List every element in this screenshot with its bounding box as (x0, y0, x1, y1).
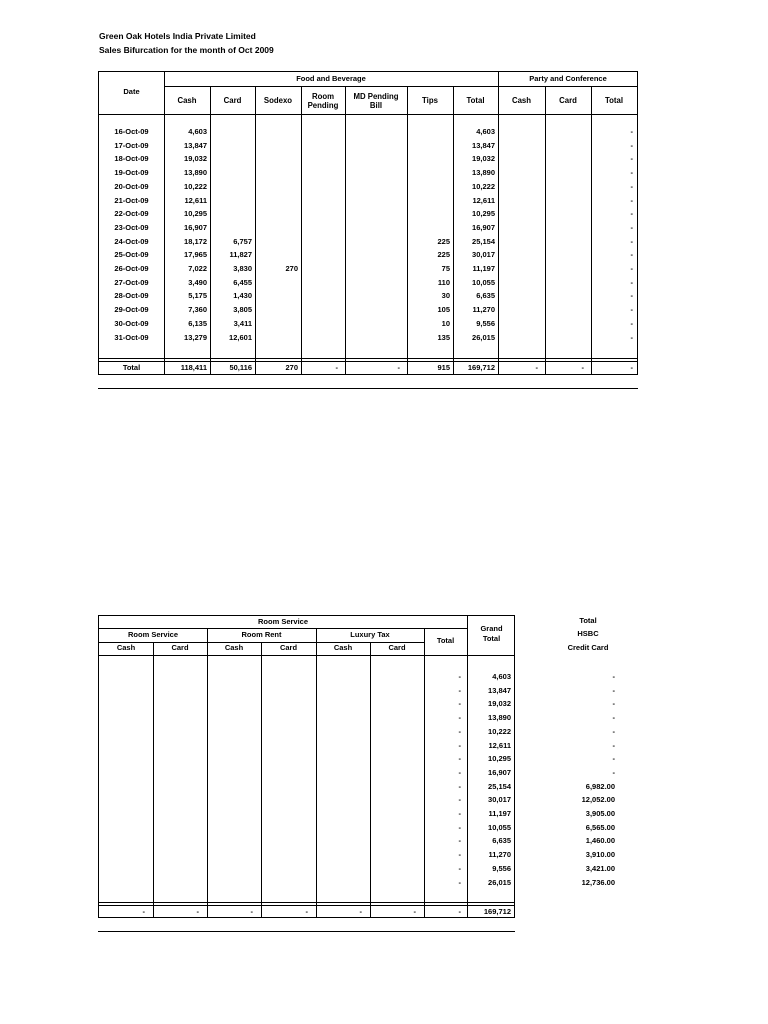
row-p-total: - (630, 332, 633, 342)
row-total: 4,603 (476, 127, 495, 136)
total-fb-card: 50,116 (229, 363, 252, 372)
row-cash: 10,222 (184, 181, 207, 191)
row-rs-total: - (458, 672, 461, 681)
row-date: 22-Oct-09 (114, 209, 149, 219)
row-date: 20-Oct-09 (114, 181, 149, 191)
row-card: 11,827 (229, 250, 252, 260)
party-conference-group-header: Party and Conference (529, 74, 607, 83)
total-fb-room-pending: - (335, 363, 338, 372)
row-rs-total: - (458, 754, 461, 764)
row-p-total: - (630, 236, 633, 246)
lt-card-header: Card (388, 643, 406, 652)
t2-total-lt-card: - (413, 907, 416, 916)
hsbc-header-credit-card: Credit Card (567, 643, 609, 652)
row-total: 6,635 (476, 291, 495, 301)
row-tips: 10 (441, 318, 450, 328)
row-rs-total: - (458, 822, 461, 832)
t2-total-total: - (458, 907, 461, 916)
row-rs-total: - (458, 781, 461, 791)
row-tips: 225 (437, 236, 450, 246)
fb-cash-header: Cash (177, 96, 197, 105)
row-total: 9,556 (476, 318, 495, 328)
row-sodexo: 270 (285, 264, 298, 273)
total-fb-md-pending: - (397, 363, 400, 372)
hsbc-value: 1,460.00 (585, 836, 615, 846)
room-rent-group-header: Room Rent (241, 630, 282, 639)
hsbc-value: - (612, 713, 615, 723)
row-grand-total: 11,270 (488, 850, 511, 860)
row-cash: 13,847 (184, 140, 207, 150)
row-p-total: - (630, 140, 633, 150)
row-p-total: - (630, 305, 633, 315)
row-grand-total: 13,890 (488, 713, 511, 723)
row-cash: 3,490 (188, 277, 207, 287)
row-total: 11,197 (472, 264, 495, 273)
hsbc-value: 3,421.00 (585, 863, 615, 873)
hsbc-value: - (612, 672, 615, 681)
row-grand-total: 26,015 (488, 877, 511, 887)
row-total: 12,611 (472, 195, 495, 205)
total-fb-cash: 118,411 (180, 363, 207, 372)
pc-cash-header: Cash (511, 96, 532, 105)
row-p-total: - (630, 127, 633, 136)
row-grand-total: 16,907 (488, 767, 511, 777)
hsbc-value: - (612, 740, 615, 750)
fb-total-header: Total (466, 96, 485, 105)
row-tips: 30 (441, 291, 450, 301)
row-rs-total: - (458, 713, 461, 723)
row-date: 18-Oct-09 (114, 154, 149, 164)
row-card: 12,601 (229, 332, 252, 342)
hsbc-value: - (612, 754, 615, 764)
row-cash: 4,603 (188, 127, 207, 136)
hsbc-header-hsbc: HSBC (577, 629, 599, 638)
report-subtitle: Sales Bifurcation for the month of Oct 2009 (99, 45, 274, 55)
fb-tips-header: Tips (422, 96, 438, 105)
row-p-total: - (630, 195, 633, 205)
rs-total-header: Total (436, 636, 455, 645)
row-cash: 10,295 (184, 209, 207, 219)
fb-sodexo-header: Sodexo (263, 96, 293, 105)
row-p-total: - (630, 291, 633, 301)
pc-total-header: Total (604, 96, 624, 105)
row-total: 19,032 (472, 154, 495, 164)
room-service-top-header: Room Service (257, 617, 309, 626)
row-grand-total: 4,603 (492, 672, 511, 681)
row-total: 26,015 (472, 332, 495, 342)
row-date: 30-Oct-09 (114, 318, 149, 328)
row-total: 13,890 (472, 168, 495, 178)
row-tips: 75 (441, 264, 450, 273)
table1-bottom-rule (98, 388, 638, 389)
row-cash: 7,022 (188, 264, 207, 273)
row-rs-total: - (458, 699, 461, 709)
row-p-total: - (630, 250, 633, 260)
row-card: 3,830 (233, 264, 252, 273)
total-fb-total: 169,712 (467, 363, 495, 372)
row-date: 17-Oct-09 (114, 140, 149, 150)
row-date: 24-Oct-09 (114, 236, 149, 246)
row-rs-total: - (458, 740, 461, 750)
row-grand-total: 11,197 (488, 809, 511, 818)
row-date: 31-Oct-09 (114, 332, 149, 342)
row-p-total: - (630, 209, 633, 219)
row-total: 11,270 (472, 305, 495, 315)
t2-total-rr-cash: - (250, 907, 253, 916)
t2-total-lt-cash: - (359, 907, 362, 916)
hsbc-value: 6,982.00 (585, 781, 615, 791)
row-total: 16,907 (472, 222, 495, 232)
t2-total-rs-cash: - (142, 907, 145, 916)
row-tips: 105 (437, 305, 450, 315)
row-p-total: - (630, 222, 633, 232)
row-rs-total: - (458, 863, 461, 873)
row-date: 23-Oct-09 (114, 222, 149, 232)
row-date: 29-Oct-09 (114, 305, 149, 315)
row-grand-total: 25,154 (488, 781, 511, 791)
total-fb-sodexo: 270 (285, 363, 298, 372)
row-p-total: - (630, 277, 633, 287)
hsbc-value: 12,736.00 (581, 877, 615, 887)
rr-card-header: Card (279, 643, 298, 652)
row-card: 1,430 (233, 291, 252, 301)
row-card: 6,455 (233, 277, 252, 287)
row-date: 25-Oct-09 (114, 250, 149, 260)
hsbc-value: - (612, 699, 615, 709)
food-beverage-table (98, 71, 638, 375)
pc-card-header: Card (559, 96, 577, 105)
row-grand-total: 30,017 (488, 795, 511, 805)
row-grand-total: 10,055 (488, 822, 511, 832)
row-card: 6,757 (233, 236, 252, 246)
hsbc-value: 3,905.00 (585, 809, 615, 818)
company-name: Green Oak Hotels India Private Limited (99, 31, 256, 41)
t2-total-rs-card: - (196, 907, 199, 916)
row-total: 10,295 (472, 209, 495, 219)
fb-card-header: Card (223, 96, 242, 105)
room-service-group-header: Room Service (127, 630, 179, 639)
row-tips: 135 (437, 332, 450, 342)
rr-cash-header: Cash (224, 643, 244, 652)
total-pc-cash: - (535, 363, 538, 372)
row-cash: 19,032 (184, 154, 207, 164)
row-date: 19-Oct-09 (114, 168, 149, 178)
row-rs-total: - (458, 836, 461, 846)
row-grand-total: 9,556 (492, 863, 511, 873)
total-pc-total: - (630, 363, 633, 372)
row-date: 26-Oct-09 (114, 264, 149, 273)
row-rs-total: - (458, 795, 461, 805)
row-grand-total: 19,032 (488, 699, 511, 709)
row-rs-total: - (458, 809, 461, 818)
row-cash: 17,965 (184, 250, 207, 260)
row-cash: 18,172 (184, 236, 207, 246)
lt-cash-header: Cash (333, 643, 353, 652)
row-grand-total: 13,847 (488, 685, 511, 695)
totals-label: Total (122, 363, 141, 372)
row-grand-total: 10,295 (488, 754, 511, 764)
total-fb-tips: 915 (437, 363, 450, 372)
hsbc-value: - (612, 767, 615, 777)
table2-bottom-rule (98, 931, 515, 932)
row-date: 16-Oct-09 (114, 127, 149, 136)
row-total: 10,055 (472, 277, 495, 287)
fb-room-pending-header: Room Pending (307, 91, 339, 110)
row-p-total: - (630, 181, 633, 191)
row-rs-total: - (458, 726, 461, 736)
rs-cash-header: Cash (116, 643, 136, 652)
row-total: 30,017 (472, 250, 495, 260)
row-p-total: - (630, 264, 633, 273)
t2-total-rr-card: - (305, 907, 308, 916)
fb-md-pending-header: MD Pending Bill (353, 91, 399, 110)
row-date: 27-Oct-09 (114, 277, 149, 287)
row-cash: 16,907 (184, 222, 207, 232)
row-cash: 5,175 (188, 291, 207, 301)
row-total: 10,222 (472, 181, 495, 191)
row-rs-total: - (458, 850, 461, 860)
row-total: 13,847 (472, 140, 495, 150)
hsbc-header-total: Total (579, 616, 597, 625)
row-rs-total: - (458, 685, 461, 695)
row-total: 25,154 (472, 236, 495, 246)
row-grand-total: 10,222 (488, 726, 511, 736)
row-p-total: - (630, 318, 633, 328)
t2-total-grand: 169,712 (483, 907, 511, 916)
row-grand-total: 12,611 (488, 740, 511, 750)
hsbc-value: 12,052.00 (581, 795, 615, 805)
row-cash: 13,890 (184, 168, 207, 178)
row-tips: 225 (437, 250, 450, 260)
hsbc-value: 6,565.00 (585, 822, 615, 832)
date-header: Date (123, 87, 140, 96)
grand-total-header: Grand Total (480, 624, 503, 643)
room-service-table (98, 615, 515, 918)
row-grand-total: 6,635 (492, 836, 511, 846)
row-rs-total: - (458, 767, 461, 777)
row-card: 3,805 (233, 305, 252, 315)
hsbc-value: - (612, 685, 615, 695)
row-cash: 7,360 (188, 305, 207, 315)
row-p-total: - (630, 154, 633, 164)
food-beverage-group-header: Food and Beverage (296, 74, 366, 83)
row-cash: 6,135 (188, 318, 207, 328)
row-cash: 13,279 (184, 332, 207, 342)
hsbc-value: - (612, 726, 615, 736)
hsbc-value: 3,910.00 (585, 850, 615, 860)
total-pc-card: - (581, 363, 584, 372)
row-rs-total: - (458, 877, 461, 887)
rs-card-header: Card (171, 643, 189, 652)
row-date: 21-Oct-09 (114, 195, 149, 205)
row-card: 3,411 (233, 318, 252, 328)
luxury-tax-group-header: Luxury Tax (350, 630, 390, 639)
row-p-total: - (630, 168, 633, 178)
row-cash: 12,611 (184, 195, 207, 205)
row-tips: 110 (437, 277, 450, 287)
row-date: 28-Oct-09 (114, 291, 149, 301)
